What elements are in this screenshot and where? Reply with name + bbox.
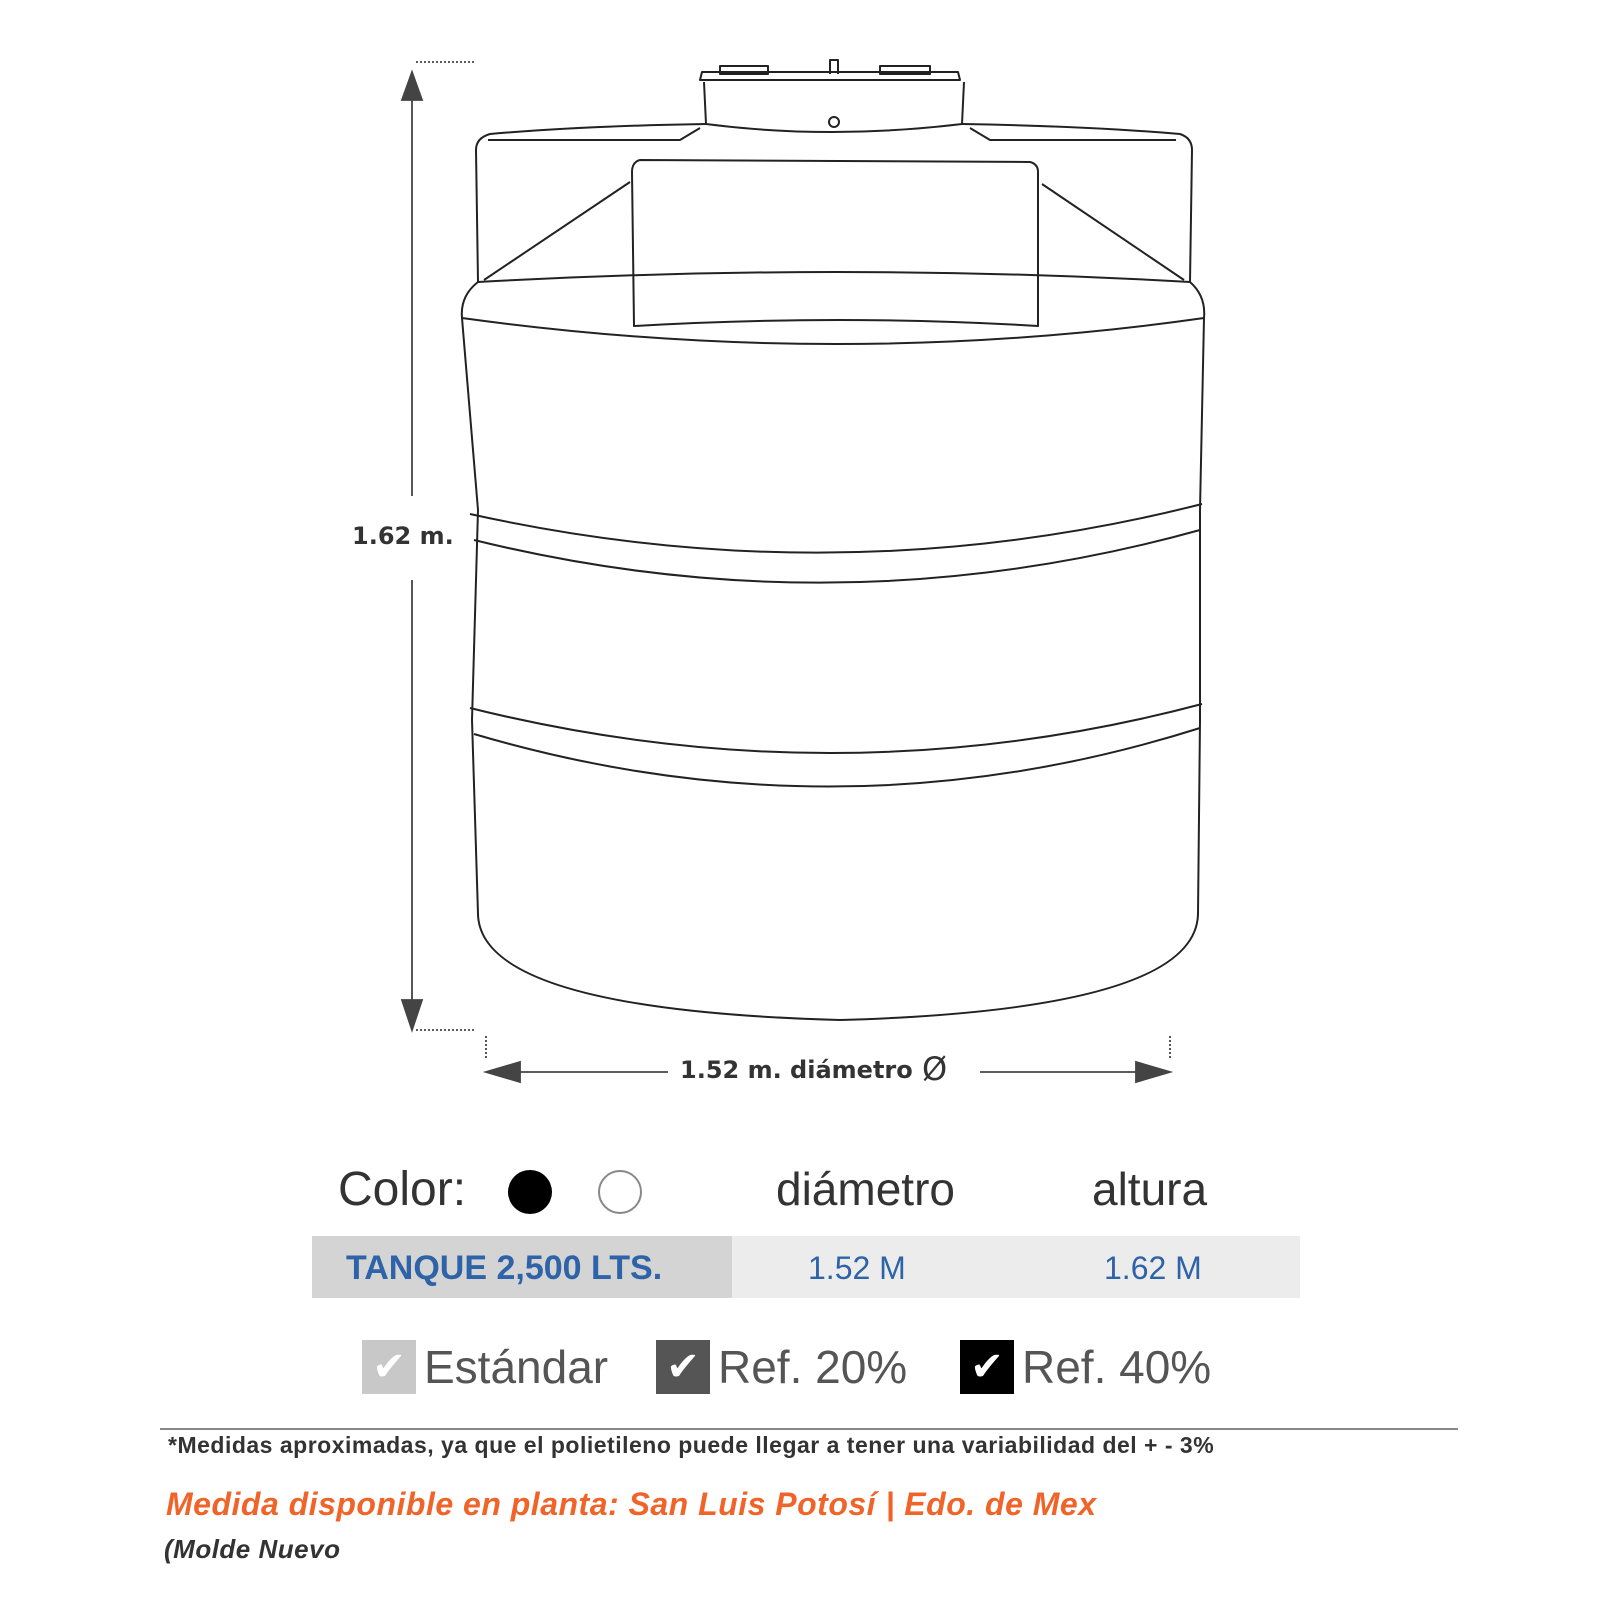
shoulder-panel	[632, 160, 1038, 326]
ring-1	[470, 504, 1202, 553]
diameter-label: 1.52 m. diámetro	[680, 1056, 913, 1084]
check-icon: ✔	[960, 1340, 1014, 1394]
color-swatch-black[interactable]	[508, 1170, 552, 1214]
product-name: TANQUE 2,500 LTS.	[346, 1249, 663, 1287]
option-ref40-label: Ref. 40%	[1022, 1341, 1212, 1393]
spec-table-row	[312, 1236, 1300, 1298]
color-label: Color:	[338, 1163, 467, 1216]
diameter-symbol: Ø	[922, 1050, 948, 1088]
color-row	[0, 1160, 1600, 1230]
ring-2	[470, 704, 1202, 753]
check-icon: ✔	[362, 1340, 416, 1394]
tank-body	[462, 272, 1204, 1020]
option-standard-label: Estándar	[424, 1341, 609, 1393]
variability-note: *Medidas aproximadas, ya que el polietileno puede llegar a tener una variabilidad del + - 3%	[168, 1432, 1215, 1458]
availability-text: Medida disponible en planta: San Luis Potosí | Edo. de Mex	[166, 1486, 1097, 1522]
neck	[704, 82, 964, 132]
height-label: 1.62 m.	[352, 522, 454, 550]
color-swatch-white[interactable]	[598, 1170, 642, 1214]
option-ref20[interactable]	[656, 1340, 907, 1394]
mold-text: (Molde Nuevo	[164, 1534, 341, 1564]
product-name-cell	[312, 1236, 732, 1298]
height-value: 1.62 M	[1104, 1250, 1202, 1286]
option-ref40[interactable]	[960, 1340, 1211, 1394]
header-height: altura	[1092, 1163, 1208, 1215]
check-icon: ✔	[656, 1340, 710, 1394]
option-standard[interactable]	[362, 1340, 608, 1394]
divider	[160, 1428, 1458, 1430]
reinforcement-options	[0, 1340, 1600, 1400]
shoulder	[476, 124, 706, 282]
header-diameter: diámetro	[776, 1163, 955, 1215]
diameter-value: 1.52 M	[808, 1250, 906, 1286]
option-ref20-label: Ref. 20%	[718, 1341, 908, 1393]
